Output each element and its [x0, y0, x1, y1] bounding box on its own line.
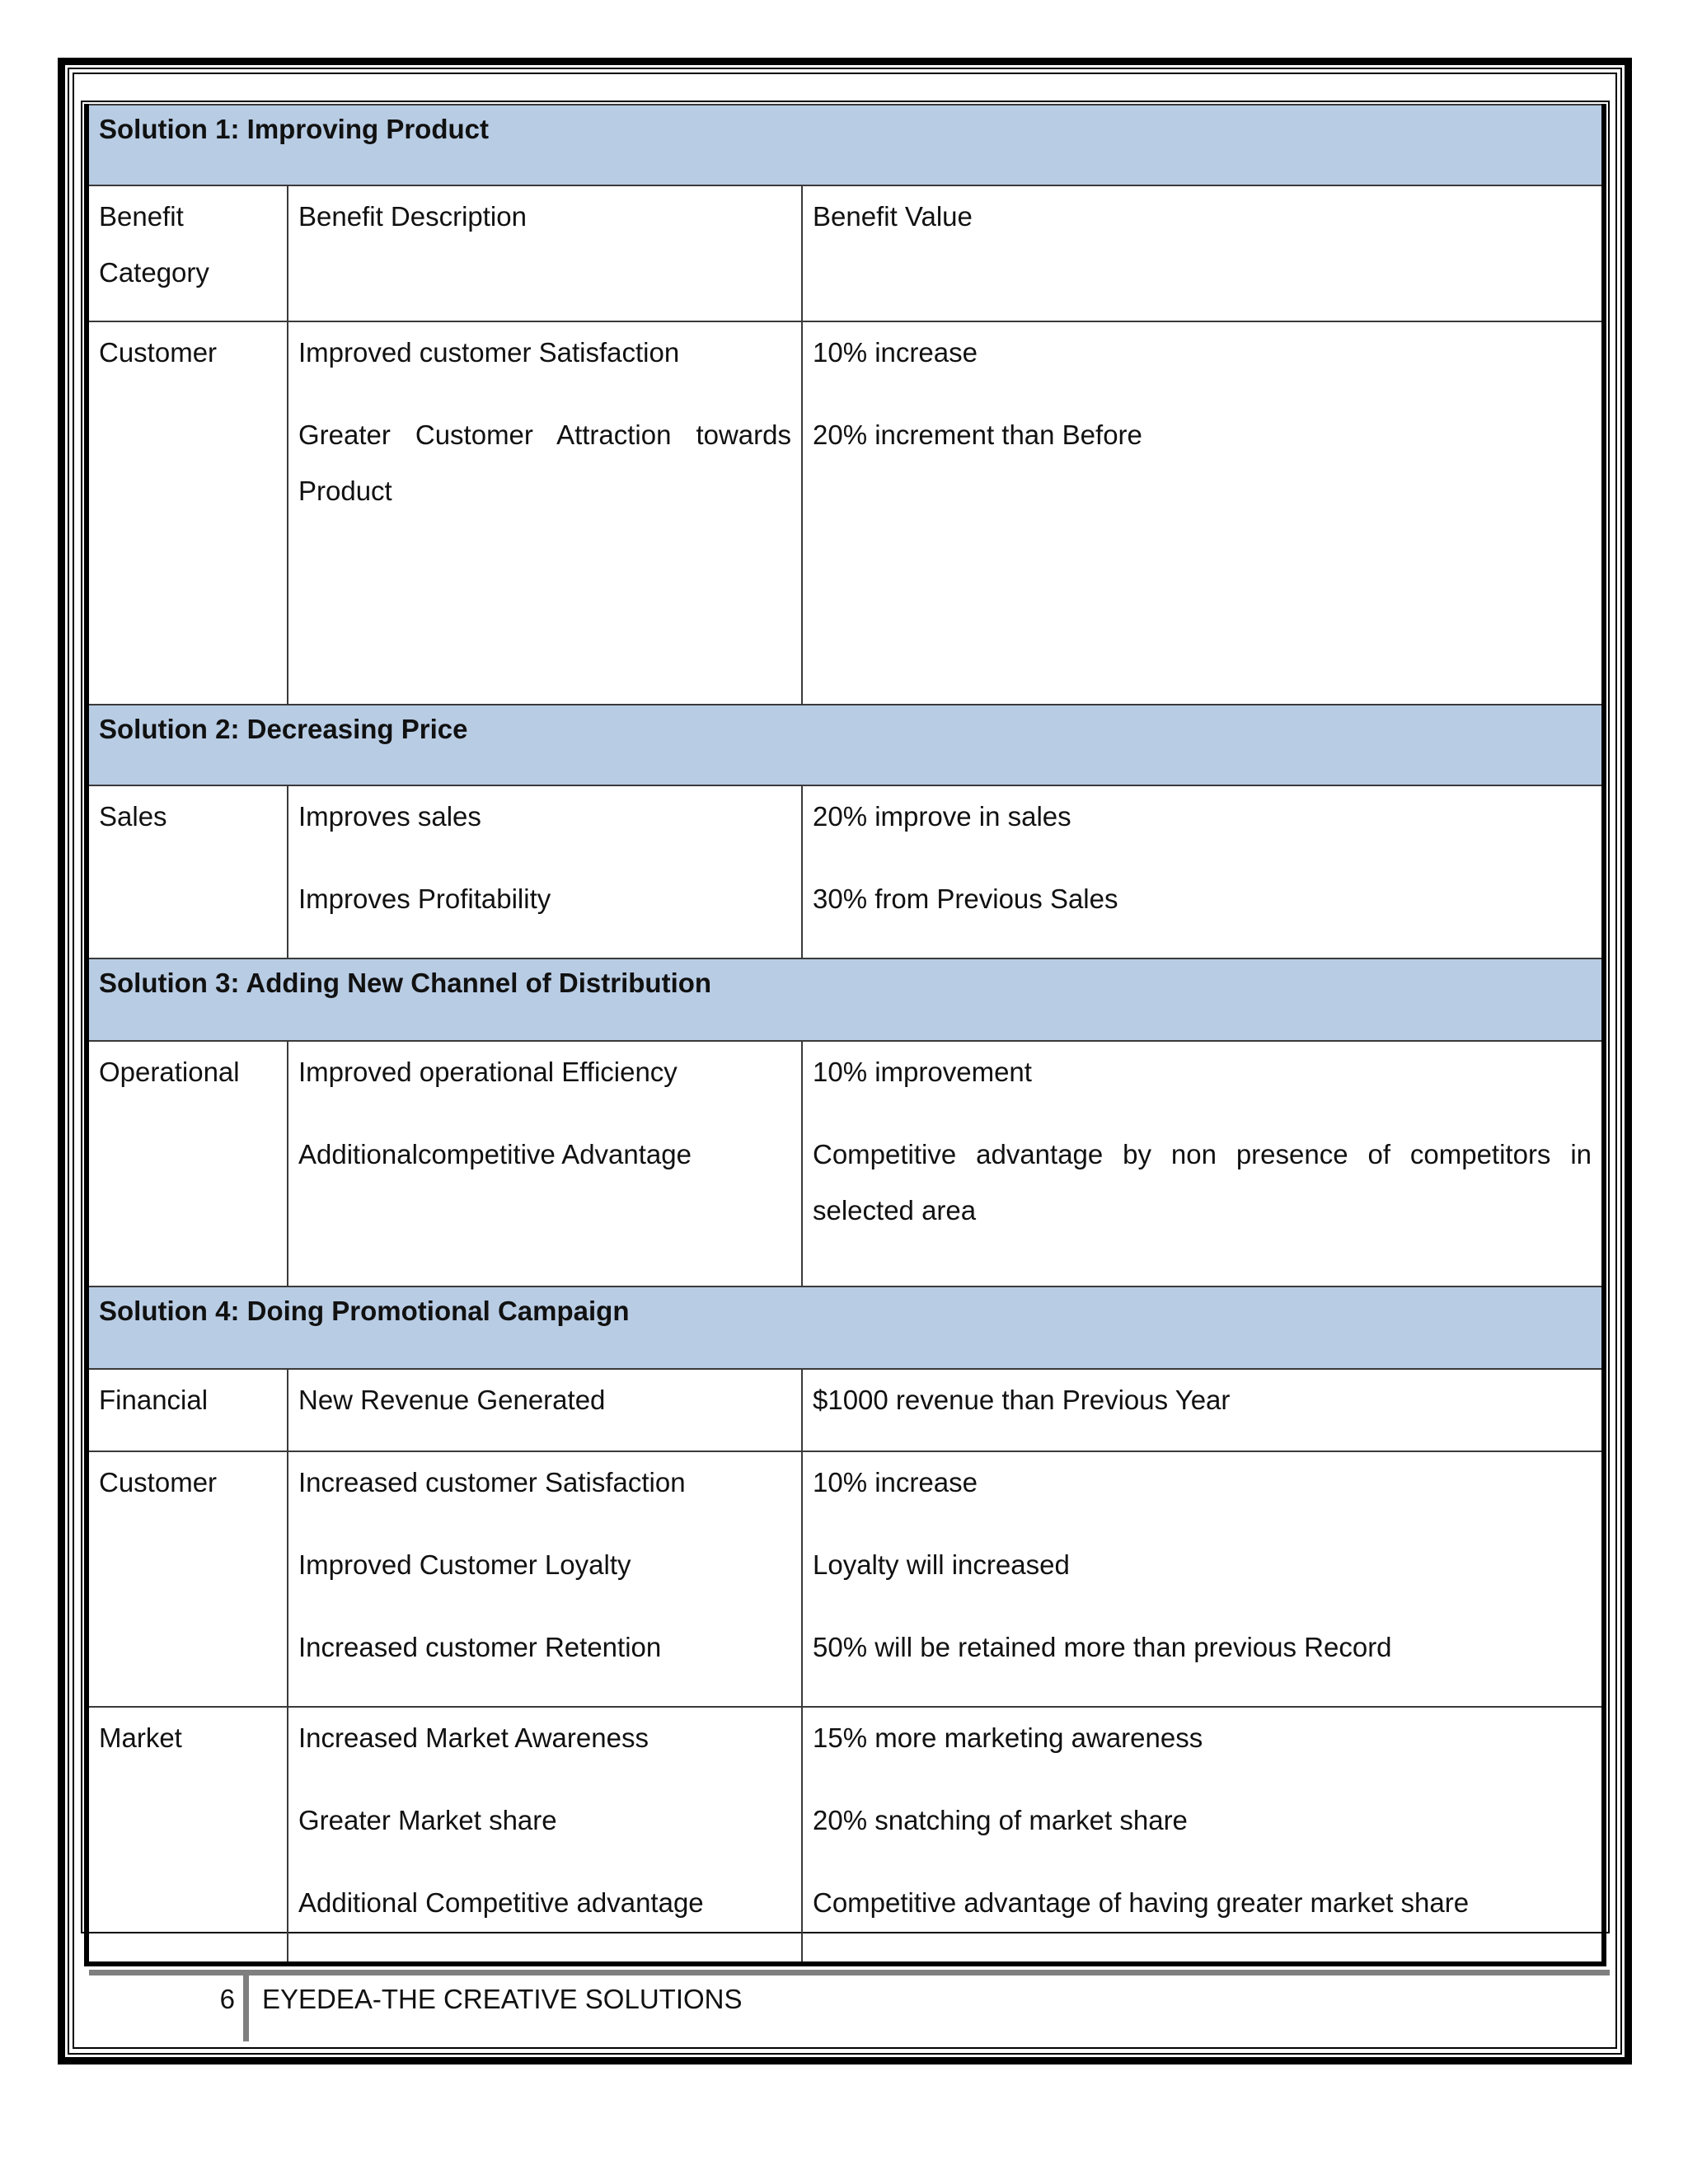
benefit-description-cell: Improved customer Satisfaction Greater Customer Attraction towards Product: [288, 321, 802, 705]
section-heading-row: [87, 105, 1604, 185]
table-row: [87, 1451, 1604, 1707]
benefit-value-cell: 20% improve in sales 30% from Previous Sales: [802, 785, 1604, 958]
page-number: 6: [219, 1984, 235, 2014]
section-heading: Solution 3: Adding New Channel of Distribution: [87, 958, 1604, 1041]
benefit-description-cell: New Revenue Generated: [288, 1369, 802, 1451]
benefit-category-cell: Financial: [87, 1369, 288, 1451]
benefit-category-cell: Benefit Category: [87, 185, 288, 321]
section-heading: Solution 2: Decreasing Price: [87, 705, 1604, 785]
footer-company-name: EYEDEA-THE CREATIVE SOLUTIONS: [262, 1984, 743, 2014]
benefit-value-cell: 15% more marketing awareness 20% snatching of market share Competitive advantage of having greater market share: [802, 1707, 1604, 1964]
table-row: [87, 785, 1604, 958]
benefit-category-cell: Operational: [87, 1041, 288, 1286]
benefit-value-cell: Benefit Value: [802, 185, 1604, 321]
benefit-description-cell: Increased customer Satisfaction Improved Customer Loyalty Increased customer Retention: [288, 1451, 802, 1707]
table-row: [87, 1041, 1604, 1286]
benefit-value-cell: $1000 revenue than Previous Year: [802, 1369, 1604, 1451]
benefit-category-cell: Sales: [87, 785, 288, 958]
table-row: [87, 1369, 1604, 1451]
benefit-category-cell: Customer: [87, 1451, 288, 1707]
benefit-value-cell: 10% improvement Competitive advantage by non presence of competitors in selected area: [802, 1041, 1604, 1286]
footer-divider: [243, 1975, 249, 2041]
section-heading: Solution 1: Improving Product: [87, 105, 1604, 185]
benefit-category-cell: Customer: [87, 321, 288, 705]
benefit-value-cell: 10% increase 20% increment than Before: [802, 321, 1604, 705]
section-heading: Solution 4: Doing Promotional Campaign: [87, 1286, 1604, 1369]
section-heading-row: [87, 705, 1604, 785]
benefit-description-cell: Increased Market Awareness Greater Market share Additional Competitive advantage: [288, 1707, 802, 1964]
benefit-description-cell: Benefit Description: [288, 185, 802, 321]
table-row: [87, 321, 1604, 705]
table-row: [87, 1707, 1604, 1964]
benefit-description-cell: Improves sales Improves Profitability: [288, 785, 802, 958]
table-row: [87, 185, 1604, 321]
section-heading-row: [87, 1286, 1604, 1369]
section-heading-row: [87, 958, 1604, 1041]
footer-rule: [89, 1970, 1610, 1975]
benefit-value-cell: 10% increase Loyalty will increased 50% will be retained more than previous Record: [802, 1451, 1604, 1707]
benefit-description-cell: Improved operational Efficiency Additionalcompetitive Advantage: [288, 1041, 802, 1286]
benefit-category-cell: Market: [87, 1707, 288, 1964]
benefits-table: [84, 104, 1606, 1966]
